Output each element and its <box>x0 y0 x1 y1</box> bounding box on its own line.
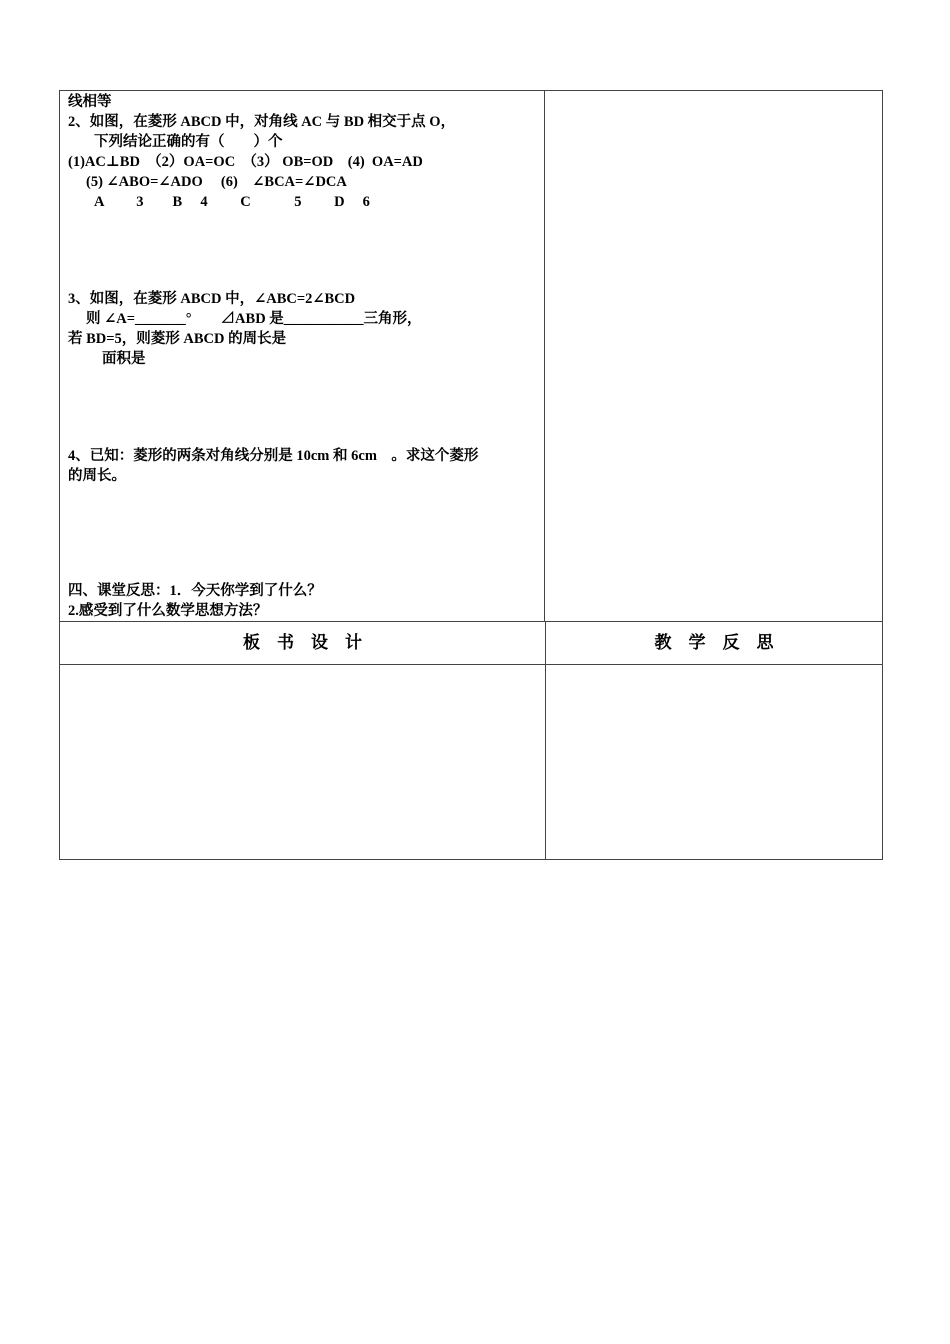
q3-line4: 面积是 <box>102 351 146 367</box>
q2-line2: 下列结论正确的有（ ）个 <box>94 134 283 150</box>
q3-line2: 则 ∠A=_______° ⊿ABD 是___________三角形， <box>86 311 422 327</box>
q3-line3: 若 BD=5，则菱形 ABCD 的周长是 <box>68 331 287 347</box>
q2-line1: 2、如图，在菱形 ABCD 中，对角线 AC 与 BD 相交于点 O， <box>68 114 456 130</box>
q2-line3: (1)AC⊥BD （2）OA=OC （3） OB=OD (4) OA=AD <box>68 154 423 170</box>
teaching-reflection-heading: 教 学 反 思 <box>654 633 774 652</box>
q4-line1: 4、已知：菱形的两条对角线分别是 10cm 和 6cm 。求这个菱形 <box>68 448 479 464</box>
q2-options: A 3 B 4 C 5 D 6 <box>94 194 370 210</box>
board-design-heading: 板 书 设 计 <box>243 633 362 652</box>
q2-line4: (5) ∠ABO=∠ADO (6) ∠BCA=∠DCA <box>86 174 347 190</box>
q4-line2: 的周长。 <box>68 468 126 484</box>
reflection-line2: 2.感受到了什么数学思想方法？ <box>68 603 268 619</box>
reflection-line1: 四、课堂反思：1．今天你学到了什么？ <box>68 583 322 599</box>
board-design-body-cell <box>59 664 546 860</box>
q3-line1: 3、如图，在菱形 ABCD 中，∠ABC=2∠BCD <box>68 291 356 307</box>
teaching-reflection-body-cell <box>545 664 883 860</box>
continued-line: 线相等 <box>68 94 112 110</box>
upper-right-cell <box>544 90 883 622</box>
